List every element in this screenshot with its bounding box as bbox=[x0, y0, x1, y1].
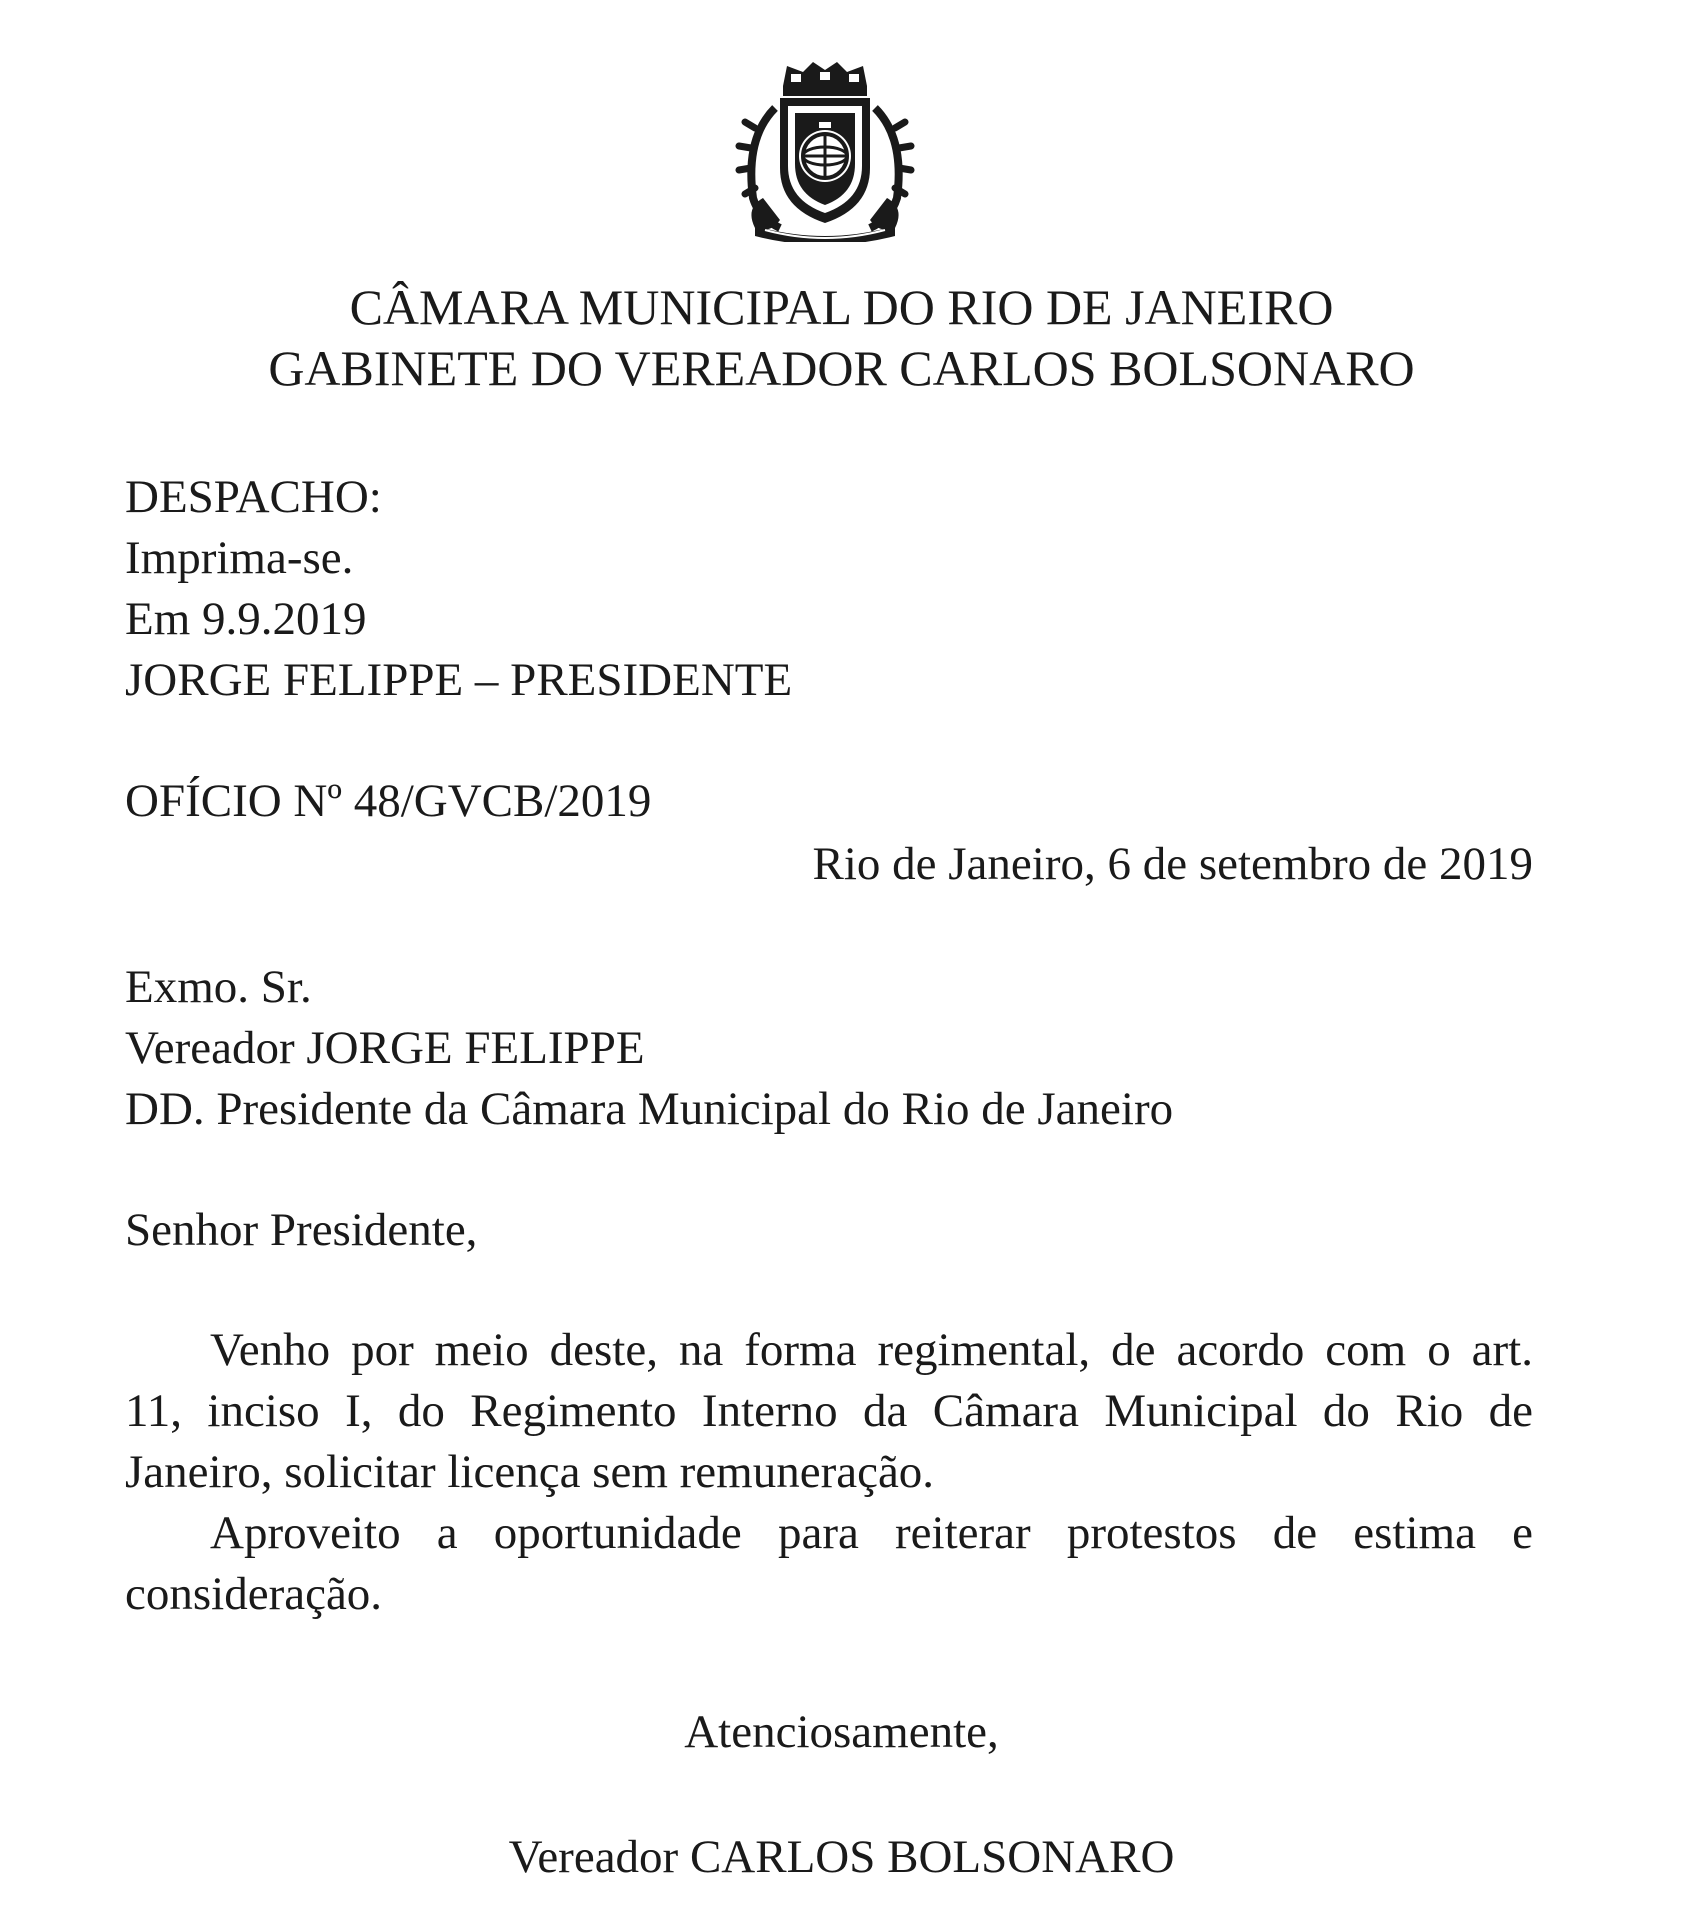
coat-of-arms-icon bbox=[725, 58, 925, 242]
body-paragraph bbox=[125, 1503, 1533, 1625]
institution-name: CÂMARA MUNICIPAL DO RIO DE JANEIRO bbox=[349, 279, 1334, 335]
despacho-signer: JORGE FELIPPE – PRESIDENTE bbox=[125, 654, 793, 706]
recipient-name: Vereador JORGE FELIPPE bbox=[125, 1022, 645, 1074]
body-line: consideração. bbox=[125, 1568, 383, 1620]
despacho-line: Imprima-se. bbox=[125, 532, 354, 584]
body-line: 11, inciso I, do Regimento Interno da Câmara Municipal do Rio de bbox=[125, 1385, 1533, 1437]
oficio-number: OFÍCIO Nº 48/GVCB/2019 bbox=[125, 775, 652, 827]
despacho-title: DESPACHO: bbox=[125, 471, 382, 523]
salutation: Senhor Presidente, bbox=[125, 1204, 478, 1256]
despacho-date: Em 9.9.2019 bbox=[125, 593, 367, 645]
recipient-role: DD. Presidente da Câmara Municipal do Rio de Janeiro bbox=[125, 1083, 1174, 1135]
body-line: Janeiro, solicitar licença sem remuneração. bbox=[125, 1446, 935, 1498]
body-paragraph bbox=[125, 1320, 1533, 1503]
body-line: Aproveito a oportunidade para reiterar protestos de estima e bbox=[210, 1507, 1533, 1559]
body-line: Venho por meio deste, na forma regimental, de acordo com o art. bbox=[210, 1324, 1533, 1376]
date-place: Rio de Janeiro, 6 de setembro de 2019 bbox=[812, 838, 1533, 890]
recipient-title: Exmo. Sr. bbox=[125, 961, 312, 1013]
office-name: GABINETE DO VEREADOR CARLOS BOLSONARO bbox=[268, 340, 1415, 396]
signature-name: Vereador CARLOS BOLSONARO bbox=[508, 1831, 1175, 1883]
closing: Atenciosamente, bbox=[684, 1706, 999, 1758]
